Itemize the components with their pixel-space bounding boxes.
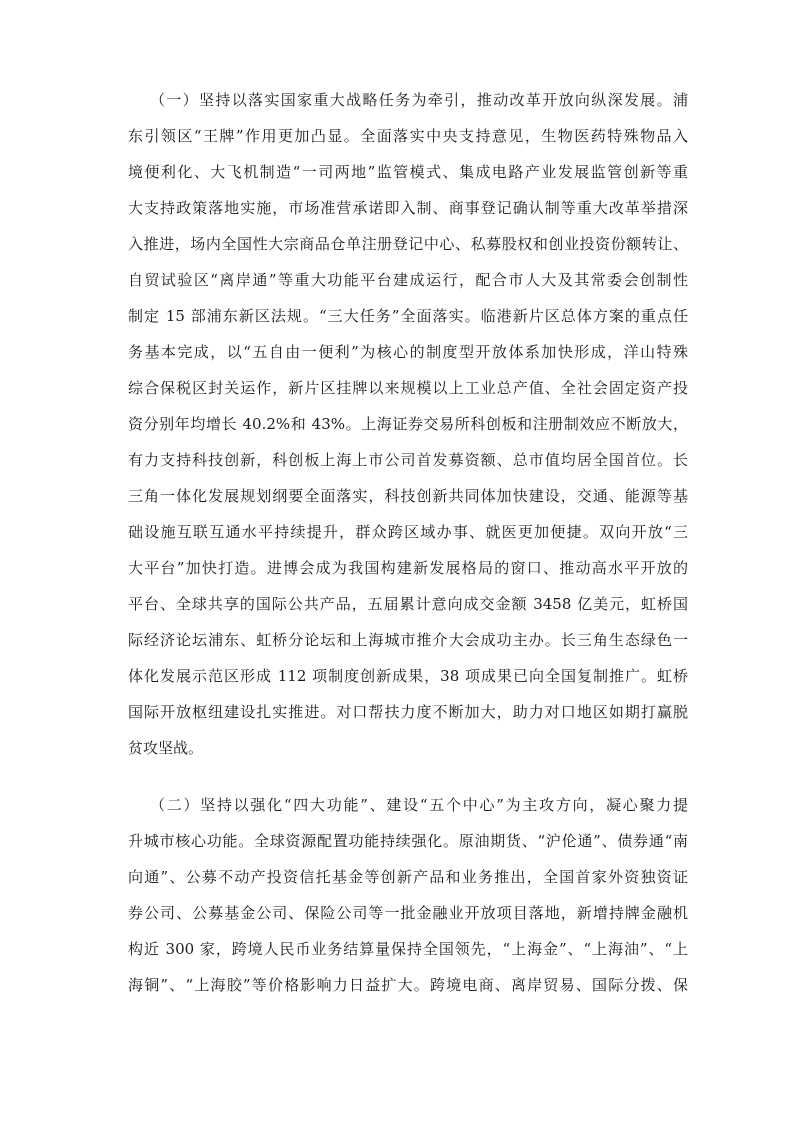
paragraph-1-line-6: 自贸试验区“离岸通”等重大功能平台建成运行，配合市人大及其常委会创制性 [128,271,688,289]
paragraph-1-line-8: 务基本完成，以“五自由一便利”为核心的制度型开放体系加快形成，洋山特殊 [128,343,688,361]
paragraph-1-line-1: （一）坚持以落实国家重大战略任务为牵引，推动改革开放向纵深发展。浦 [150,91,688,109]
paragraph-1-line-10: 资分别年均增长 40.2%和 43%。上海证券交易所科创板和注册制效应不断放大， [128,415,688,433]
paragraph-1-line-17: 体化发展示范区形成 112 项制度创新成果，38 项成果已向全国复制推广。虹桥 [128,667,688,685]
paragraph-1-line-16: 际经济论坛浦东、虹桥分论坛和上海城市推介大会成功主办。长三角生态绿色一 [128,631,688,649]
paragraph-1-line-11: 有力支持科技创新，科创板上海上市公司首发募资额、总市值均居全国首位。长 [128,451,688,469]
paragraph-2-line-1: （二）坚持以强化“四大功能”、建设“五个中心”为主攻方向，凝心聚力提 [150,796,688,814]
paragraph-1-line-19: 贫攻坚战。 [128,739,204,757]
paragraph-1-line-4: 大支持政策落地实施，市场准营承诺即入制、商事登记确认制等重大改革举措深 [128,199,688,217]
paragraph-2-line-5: 构近 300 家，跨境人民币业务结算量保持全国领先，“上海金”、“上海油”、“上 [128,940,688,958]
paragraph-2-line-2: 升城市核心功能。全球资源配置功能持续强化。原油期货、“沪伦通”、债券通“南 [128,832,688,850]
paragraph-1-line-2: 东引领区“王牌”作用更加凸显。全面落实中央支持意见，生物医药特殊物品入 [128,127,688,145]
paragraph-1-line-9: 综合保税区封关运作，新片区挂牌以来规模以上工业总产值、全社会固定资产投 [128,379,688,397]
paragraph-1-line-5: 入推进，场内全国性大宗商品仓单注册登记中心、私募股权和创业投资份额转让、 [128,235,688,253]
paragraph-2-line-4: 券公司、公募基金公司、保险公司等一批金融业开放项目落地，新增持牌金融机 [128,904,688,922]
paragraph-1-line-3: 境便利化、大飞机制造“一司两地”监管模式、集成电路产业发展监管创新等重 [128,163,688,181]
paragraph-1-line-7: 制定 15 部浦东新区法规。“三大任务”全面落实。临港新片区总体方案的重点任 [128,307,688,325]
paragraph-1-line-18: 国际开放枢纽建设扎实推进。对口帮扶力度不断加大，助力对口地区如期打赢脱 [128,703,688,721]
paragraph-2-line-6: 海铜”、“上海胶”等价格影响力日益扩大。跨境电商、离岸贸易、国际分拨、保 [128,976,688,994]
paragraph-1-line-13: 础设施互联互通水平持续提升，群众跨区域办事、就医更加便捷。双向开放“三 [128,523,688,541]
paragraph-2-line-3: 向通”、公募不动产投资信托基金等创新产品和业务推出，全国首家外资独资证 [128,868,688,886]
paragraph-1-line-15: 平台、全球共享的国际公共产品，五届累计意向成交金额 3458 亿美元，虹桥国 [128,595,688,613]
paragraph-1-line-12: 三角一体化发展规划纲要全面落实，科技创新共同体加快建设，交通、能源等基 [128,487,688,505]
paragraph-1-line-14: 大平台”加快打造。进博会成为我国构建新发展格局的窗口、推动高水平开放的 [128,559,688,577]
